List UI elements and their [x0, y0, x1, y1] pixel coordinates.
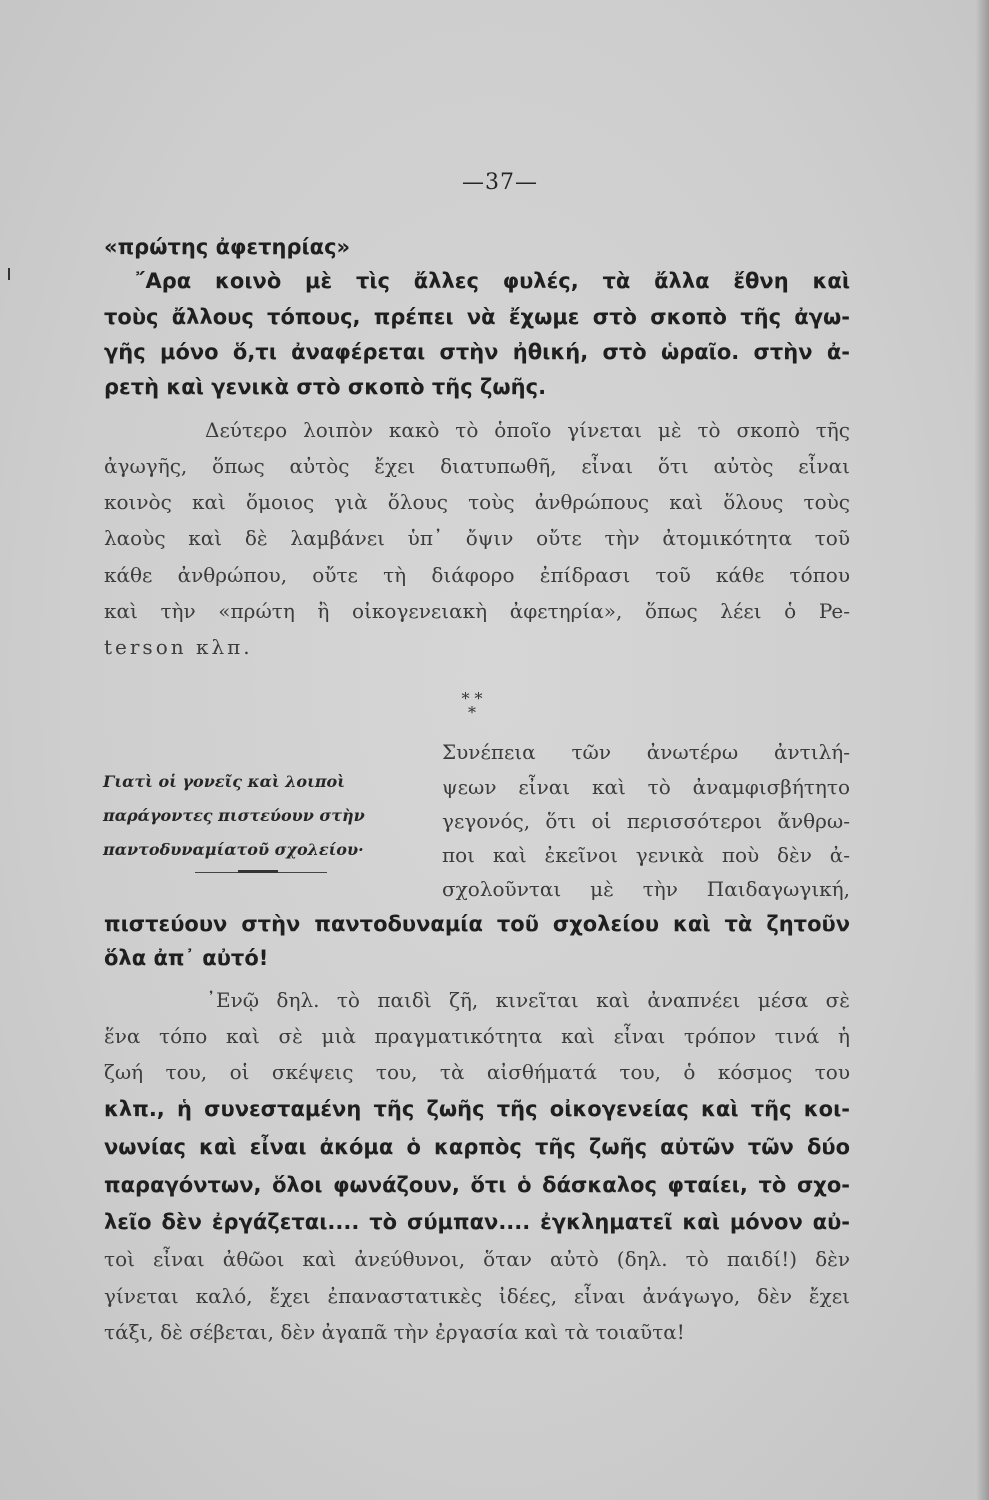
margin-mark	[8, 268, 10, 280]
text-line: σχολοῦνται μὲ τὴν Παιδαγωγική,	[442, 877, 850, 901]
text-line: κάθε ἀνθρώπου, οὔτε τὴ διάφορο ἐπίδρασι τοῦ κάθε τόπου	[104, 563, 850, 587]
text-line: γεγονός, ὅτι οἱ περισσότεροι ἄνθρω-	[442, 809, 850, 833]
text-line: λαοὺς καὶ δὲ λαμβάνει ὑπ᾿ ὄψιν οὔτε τὴν ἀτομικότητα τοῦ	[104, 526, 850, 550]
text-line: ἀγωγῆς, ὅπως αὐτὸς ἔχει διατυπωθῆ, εἶναι ὅτι αὐτὸς εἶναι	[104, 454, 850, 478]
text-line: τοὶ εἶναι ἀθῶοι καὶ ἀνεύθυνοι, ὅταν αὐτὸ (δηλ. τὸ παιδί!) δὲν	[104, 1247, 850, 1271]
asterism-bottom: *	[468, 703, 476, 722]
text-line: Δεύτερο λοιπὸν κακὸ τὸ ὁποῖο γίνεται μὲ τὸ σκοπὸ τῆς	[205, 418, 850, 442]
sidenote-line: Γιατὶ οἱ γονεῖς καὶ λοιποὶ	[103, 772, 345, 791]
text-line: «πρώτης ἀφετηρίας»	[104, 235, 351, 259]
text-line: λεῖο δὲν ἐργάζεται.... τὸ σύμπαν.... ἐγκληματεῖ καὶ μόνον αὐ-	[104, 1210, 850, 1234]
text-line: τοὺς ἄλλους τόπους, πρέπει νὰ ἔχωμε στὸ σκοπὸ τῆς ἀγω-	[104, 305, 850, 329]
text-line: ἕνα τόπο καὶ σὲ μιὰ πραγματικότητα καὶ εἶναι τρόπον τινά ἡ	[104, 1024, 850, 1048]
text-line: ᾿Ενῷ δηλ. τὸ παιδὶ ζῆ, κινεῖται καὶ ἀναπνέει μέσα σὲ	[206, 988, 850, 1012]
sidenote-line: παράγοντες πιστεύουν στὴν	[103, 806, 365, 825]
text-line: ψεων εἶναι καὶ τὸ ἀναμφισβήτητο	[442, 775, 850, 799]
page-number: —37—	[462, 170, 538, 195]
text-line: ὅλα ἀπ᾿ αὐτό!	[104, 946, 269, 970]
text-line: ποι καὶ ἐκεῖνοι γενικὰ ποὺ δὲν ἀ-	[442, 843, 850, 867]
text-line: τάξι, δὲ σέβεται, δὲν ἀγαπᾶ τὴν ἐργασία καὶ τὰ τοιαῦτα!	[104, 1320, 685, 1344]
text-line: κλπ., ἡ συνεσταμένη τῆς ζωῆς τῆς οἰκογενείας καὶ τῆς κοι-	[104, 1097, 850, 1121]
text-line: ῎Αρα κοινὸ μὲ τὶς ἄλλες φυλές, τὰ ἄλλα ἔθνη καὶ	[135, 269, 850, 293]
text-line: ζωή του, οἱ σκέψεις του, τὰ αἰσθήματά του, ὁ κόσμος του	[104, 1060, 850, 1084]
text-line: γῆς μόνο ὅ,τι ἀναφέρεται στὴν ἠθική, στὸ ὡραῖο. στὴν ἀ-	[104, 340, 850, 364]
text-line: καὶ τὴν «πρώτη ἢ οἰκογενειακὴ ἀφετηρία», ὅπως λέει ὁ Pe-	[104, 599, 850, 623]
sidenote-rule	[195, 872, 327, 873]
text-line: νωνίας καὶ εἶναι ἀκόμα ὁ καρπὸς τῆς ζωῆς αὐτῶν τῶν δύο	[104, 1135, 850, 1159]
page-edge-shadow	[975, 0, 989, 1500]
text-line: γίνεται καλό, ἔχει ἐπαναστατικὲς ἰδέες, εἶναι ἀνάγωγο, δὲν ἔχει	[104, 1284, 850, 1308]
sidenote-line: παντοδυναμίατοῦ σχολείου·	[103, 840, 364, 859]
section-separator	[452, 689, 492, 728]
text-line: πιστεύουν στὴν παντοδυναμία τοῦ σχολείου καὶ τὰ ζητοῦν	[104, 912, 850, 936]
text-line: Συνέπεια τῶν ἀνωτέρω ἀντιλή-	[442, 740, 850, 764]
text-line: terson κλπ.	[104, 635, 253, 659]
asterism-top: * *	[461, 689, 483, 708]
text-line: ρετὴ καὶ γενικὰ στὸ σκοπὸ τῆς ζωῆς.	[104, 375, 547, 399]
text-line: παραγόντων, ὅλοι φωνάζουν, ὅτι ὁ δάσκαλος φταίει, τὸ σχο-	[104, 1173, 850, 1197]
text-line: κοινὸς καὶ ὅμοιος γιὰ ὅλους τοὺς ἀνθρώπους καὶ ὅλους τοὺς	[104, 490, 850, 514]
